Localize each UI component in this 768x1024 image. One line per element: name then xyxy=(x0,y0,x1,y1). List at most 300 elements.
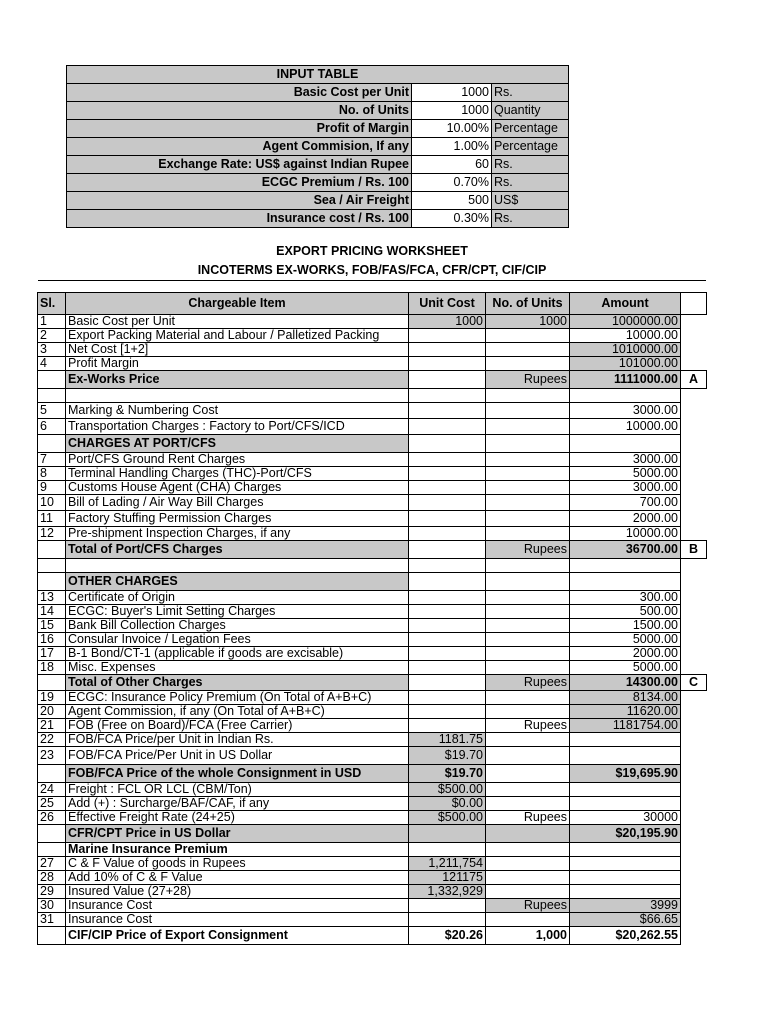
unit-cost-cell xyxy=(409,705,486,719)
item-cell: ECGC: Insurance Policy Premium (On Total of A+B+C) xyxy=(66,691,409,705)
units-cell xyxy=(486,495,570,511)
amount-cell: 1111000.00 xyxy=(570,371,681,389)
mark-cell xyxy=(681,329,707,343)
amount-cell: 1000000.00 xyxy=(570,315,681,329)
mark-cell xyxy=(681,389,707,403)
worksheet-row xyxy=(38,733,707,747)
sl-cell: 4 xyxy=(38,357,66,371)
sl-cell xyxy=(38,541,66,559)
worksheet-row xyxy=(38,811,707,825)
sl-cell: 13 xyxy=(38,591,66,605)
amount-cell: 500.00 xyxy=(570,605,681,619)
worksheet-row xyxy=(38,481,707,495)
sl-cell: 16 xyxy=(38,633,66,647)
sl-cell: 20 xyxy=(38,705,66,719)
unit-cost-cell xyxy=(409,403,486,419)
input-label: Agent Commision, If any xyxy=(67,138,412,156)
units-cell xyxy=(486,453,570,467)
units-cell xyxy=(486,661,570,675)
item-cell xyxy=(66,559,409,573)
mark-cell: C xyxy=(681,675,707,691)
unit-cost-cell xyxy=(409,495,486,511)
unit-cost-cell: $500.00 xyxy=(409,811,486,825)
input-label: Sea / Air Freight xyxy=(67,192,412,210)
units-cell xyxy=(486,573,570,591)
item-cell: CHARGES AT PORT/CFS xyxy=(66,435,409,453)
item-cell: OTHER CHARGES xyxy=(66,573,409,591)
worksheet-body xyxy=(38,315,707,945)
worksheet-row xyxy=(38,691,707,705)
worksheet-row xyxy=(38,899,707,913)
sl-cell: 7 xyxy=(38,453,66,467)
item-cell: Insurance Cost xyxy=(66,913,409,927)
units-cell xyxy=(486,419,570,435)
mark-cell xyxy=(681,871,707,885)
divider xyxy=(38,280,706,281)
units-cell xyxy=(486,559,570,573)
sl-cell xyxy=(38,389,66,403)
amount-cell xyxy=(570,871,681,885)
worksheet-row xyxy=(38,573,707,591)
unit-cost-cell xyxy=(409,419,486,435)
amount-cell: 300.00 xyxy=(570,591,681,605)
amount-cell: 14300.00 xyxy=(570,675,681,691)
mark-cell xyxy=(681,811,707,825)
amount-cell: 30000 xyxy=(570,811,681,825)
units-cell xyxy=(486,885,570,899)
amount-cell xyxy=(570,435,681,453)
worksheet-row xyxy=(38,647,707,661)
mark-cell xyxy=(681,511,707,527)
mark-cell xyxy=(681,843,707,857)
worksheet-row xyxy=(38,389,707,403)
input-unit: Rs. xyxy=(492,210,569,228)
sl-cell: 8 xyxy=(38,467,66,481)
input-unit: Rs. xyxy=(492,174,569,192)
amount-cell xyxy=(570,857,681,871)
units-cell: 1,000 xyxy=(486,927,570,945)
worksheet-row xyxy=(38,329,707,343)
worksheet-row xyxy=(38,765,707,783)
mark-cell: B xyxy=(681,541,707,559)
worksheet-row xyxy=(38,435,707,453)
sl-cell: 12 xyxy=(38,527,66,541)
sl-cell: 5 xyxy=(38,403,66,419)
input-table-title: INPUT TABLE xyxy=(67,66,569,84)
header-amount: Amount xyxy=(570,293,681,315)
worksheet-row xyxy=(38,825,707,843)
worksheet-row xyxy=(38,591,707,605)
unit-cost-cell xyxy=(409,661,486,675)
unit-cost-cell xyxy=(409,619,486,633)
worksheet-row xyxy=(38,913,707,927)
amount-cell: 10000.00 xyxy=(570,527,681,541)
amount-cell: 1010000.00 xyxy=(570,343,681,357)
worksheet-row xyxy=(38,675,707,691)
mark-cell xyxy=(681,527,707,541)
unit-cost-cell xyxy=(409,389,486,403)
item-cell: Factory Stuffing Permission Charges xyxy=(66,511,409,527)
input-row xyxy=(67,84,569,102)
item-cell: Freight : FCL OR LCL (CBM/Ton) xyxy=(66,783,409,797)
item-cell: Ex-Works Price xyxy=(66,371,409,389)
mark-cell xyxy=(681,783,707,797)
sl-cell: 2 xyxy=(38,329,66,343)
item-cell: Pre-shipment Inspection Charges, if any xyxy=(66,527,409,541)
sl-cell: 24 xyxy=(38,783,66,797)
units-cell: Rupees xyxy=(486,719,570,733)
mark-cell xyxy=(681,343,707,357)
input-table xyxy=(66,65,569,228)
amount-cell xyxy=(570,389,681,403)
unit-cost-cell: 1181.75 xyxy=(409,733,486,747)
mark-cell xyxy=(681,719,707,733)
unit-cost-cell xyxy=(409,467,486,481)
worksheet-row xyxy=(38,661,707,675)
input-value: 0.70% xyxy=(412,174,492,192)
mark-cell xyxy=(681,705,707,719)
units-cell xyxy=(486,733,570,747)
amount-cell: 5000.00 xyxy=(570,467,681,481)
amount-cell: 8134.00 xyxy=(570,691,681,705)
mark-cell xyxy=(681,899,707,913)
worksheet-row xyxy=(38,419,707,435)
unit-cost-cell xyxy=(409,343,486,357)
worksheet-row xyxy=(38,527,707,541)
units-cell xyxy=(486,591,570,605)
sl-cell: 10 xyxy=(38,495,66,511)
item-cell: Port/CFS Ground Rent Charges xyxy=(66,453,409,467)
sl-cell: 11 xyxy=(38,511,66,527)
amount-cell: 5000.00 xyxy=(570,633,681,647)
item-cell: Agent Commission, if any (On Total of A+B+C) xyxy=(66,705,409,719)
units-cell xyxy=(486,435,570,453)
unit-cost-cell xyxy=(409,435,486,453)
amount-cell: 3000.00 xyxy=(570,453,681,467)
unit-cost-cell xyxy=(409,371,486,389)
input-value: 500 xyxy=(412,192,492,210)
item-cell: Effective Freight Rate (24+25) xyxy=(66,811,409,825)
worksheet-row xyxy=(38,495,707,511)
item-cell: Misc. Expenses xyxy=(66,661,409,675)
input-value: 60 xyxy=(412,156,492,174)
units-cell xyxy=(486,857,570,871)
item-cell: Total of Other Charges xyxy=(66,675,409,691)
mark-cell: A xyxy=(681,371,707,389)
input-value: 10.00% xyxy=(412,120,492,138)
worksheet-header-row xyxy=(38,293,707,315)
item-cell: C & F Value of goods in Rupees xyxy=(66,857,409,871)
worksheet-row xyxy=(38,605,707,619)
unit-cost-cell xyxy=(409,843,486,857)
item-cell: Terminal Handling Charges (THC)-Port/CFS xyxy=(66,467,409,481)
item-cell: Bill of Lading / Air Way Bill Charges xyxy=(66,495,409,511)
item-cell: Marine Insurance Premium xyxy=(66,843,409,857)
mark-cell xyxy=(681,357,707,371)
input-table-body xyxy=(67,84,569,228)
input-row xyxy=(67,102,569,120)
amount-cell: 5000.00 xyxy=(570,661,681,675)
input-label: Exchange Rate: US$ against Indian Rupee xyxy=(67,156,412,174)
amount-cell xyxy=(570,885,681,899)
mark-cell xyxy=(681,733,707,747)
item-cell: Total of Port/CFS Charges xyxy=(66,541,409,559)
unit-cost-cell xyxy=(409,691,486,705)
item-cell: Profit Margin xyxy=(66,357,409,371)
sl-cell: 9 xyxy=(38,481,66,495)
amount-cell: 3999 xyxy=(570,899,681,913)
item-cell: Marking & Numbering Cost xyxy=(66,403,409,419)
units-cell xyxy=(486,705,570,719)
mark-cell xyxy=(681,559,707,573)
unit-cost-cell: $20.26 xyxy=(409,927,486,945)
unit-cost-cell xyxy=(409,541,486,559)
units-cell: Rupees xyxy=(486,541,570,559)
mark-cell xyxy=(681,403,707,419)
units-cell xyxy=(486,797,570,811)
input-unit: US$ xyxy=(492,192,569,210)
amount-cell: 2000.00 xyxy=(570,647,681,661)
mark-cell xyxy=(681,419,707,435)
header-no-of-units: No. of Units xyxy=(486,293,570,315)
sl-cell: 6 xyxy=(38,419,66,435)
amount-cell: 101000.00 xyxy=(570,357,681,371)
mark-cell xyxy=(681,605,707,619)
mark-cell xyxy=(681,633,707,647)
units-cell xyxy=(486,747,570,765)
unit-cost-cell xyxy=(409,481,486,495)
sl-cell: 27 xyxy=(38,857,66,871)
input-value: 1.00% xyxy=(412,138,492,156)
item-cell: Certificate of Origin xyxy=(66,591,409,605)
amount-cell xyxy=(570,573,681,591)
sl-cell xyxy=(38,927,66,945)
input-row xyxy=(67,120,569,138)
amount-cell: 36700.00 xyxy=(570,541,681,559)
units-cell xyxy=(486,783,570,797)
mark-cell xyxy=(681,435,707,453)
input-row xyxy=(67,192,569,210)
units-cell: Rupees xyxy=(486,811,570,825)
item-cell: Add (+) : Surcharge/BAF/CAF, if any xyxy=(66,797,409,811)
sl-cell: 22 xyxy=(38,733,66,747)
sl-cell: 1 xyxy=(38,315,66,329)
mark-cell xyxy=(681,467,707,481)
units-cell xyxy=(486,481,570,495)
sl-cell: 29 xyxy=(38,885,66,899)
unit-cost-cell xyxy=(409,559,486,573)
unit-cost-cell xyxy=(409,913,486,927)
input-row xyxy=(67,138,569,156)
unit-cost-cell xyxy=(409,357,486,371)
units-cell xyxy=(486,605,570,619)
mark-cell xyxy=(681,315,707,329)
header-sl: Sl. xyxy=(38,293,66,315)
worksheet-row xyxy=(38,619,707,633)
amount-cell xyxy=(570,733,681,747)
worksheet-row xyxy=(38,357,707,371)
mark-cell xyxy=(681,691,707,705)
mark-cell xyxy=(681,647,707,661)
units-cell xyxy=(486,913,570,927)
item-cell: Net Cost [1+2] xyxy=(66,343,409,357)
sl-cell xyxy=(38,765,66,783)
sl-cell xyxy=(38,675,66,691)
worksheet-row xyxy=(38,783,707,797)
unit-cost-cell: $500.00 xyxy=(409,783,486,797)
sl-cell: 19 xyxy=(38,691,66,705)
item-cell: Customs House Agent (CHA) Charges xyxy=(66,481,409,495)
input-table-title-row xyxy=(67,66,569,84)
item-cell: ECGC: Buyer's Limit Setting Charges xyxy=(66,605,409,619)
units-cell xyxy=(486,825,570,843)
worksheet-row xyxy=(38,315,707,329)
worksheet-row xyxy=(38,857,707,871)
input-label: Basic Cost per Unit xyxy=(67,84,412,102)
item-cell: Transportation Charges : Factory to Port/CFS/ICD xyxy=(66,419,409,435)
sl-cell: 14 xyxy=(38,605,66,619)
mark-cell xyxy=(681,453,707,467)
amount-cell: $66.65 xyxy=(570,913,681,927)
units-cell xyxy=(486,527,570,541)
mark-cell xyxy=(681,765,707,783)
unit-cost-cell xyxy=(409,453,486,467)
sl-cell: 21 xyxy=(38,719,66,733)
item-cell: Insurance Cost xyxy=(66,899,409,913)
worksheet-row xyxy=(38,403,707,419)
sl-cell: 25 xyxy=(38,797,66,811)
worksheet-row xyxy=(38,747,707,765)
worksheet-row xyxy=(38,927,707,945)
units-cell xyxy=(486,343,570,357)
units-cell xyxy=(486,765,570,783)
sl-cell xyxy=(38,435,66,453)
amount-cell xyxy=(570,843,681,857)
units-cell: 1000 xyxy=(486,315,570,329)
input-row xyxy=(67,210,569,228)
sl-cell: 30 xyxy=(38,899,66,913)
sl-cell: 23 xyxy=(38,747,66,765)
item-cell: CFR/CPT Price in US Dollar xyxy=(66,825,409,843)
units-cell xyxy=(486,619,570,633)
header-mark xyxy=(681,293,707,315)
amount-cell: 1500.00 xyxy=(570,619,681,633)
units-cell xyxy=(486,329,570,343)
header-unit-cost: Unit Cost xyxy=(409,293,486,315)
input-label: No. of Units xyxy=(67,102,412,120)
mark-cell xyxy=(681,797,707,811)
unit-cost-cell: $19.70 xyxy=(409,765,486,783)
units-cell xyxy=(486,871,570,885)
unit-cost-cell: 1000 xyxy=(409,315,486,329)
input-unit: Percentage xyxy=(492,120,569,138)
input-unit: Quantity xyxy=(492,102,569,120)
worksheet-row xyxy=(38,371,707,389)
unit-cost-cell xyxy=(409,633,486,647)
input-label: Insurance cost / Rs. 100 xyxy=(67,210,412,228)
item-cell: Basic Cost per Unit xyxy=(66,315,409,329)
mark-cell xyxy=(681,591,707,605)
mark-cell xyxy=(681,913,707,927)
item-cell: FOB/FCA Price/per Unit in Indian Rs. xyxy=(66,733,409,747)
units-cell: Rupees xyxy=(486,899,570,913)
units-cell xyxy=(486,403,570,419)
item-cell: FOB (Free on Board)/FCA (Free Carrier) xyxy=(66,719,409,733)
amount-cell xyxy=(570,559,681,573)
item-cell xyxy=(66,389,409,403)
amount-cell xyxy=(570,747,681,765)
sl-cell: 15 xyxy=(38,619,66,633)
unit-cost-cell xyxy=(409,825,486,843)
sl-cell xyxy=(38,843,66,857)
mark-cell xyxy=(681,857,707,871)
sl-cell: 31 xyxy=(38,913,66,927)
input-unit: Percentage xyxy=(492,138,569,156)
item-cell: CIF/CIP Price of Export Consignment xyxy=(66,927,409,945)
input-value: 0.30% xyxy=(412,210,492,228)
sl-cell xyxy=(38,825,66,843)
item-cell: FOB/FCA Price of the whole Consignment in USD xyxy=(66,765,409,783)
sl-cell: 26 xyxy=(38,811,66,825)
sl-cell: 17 xyxy=(38,647,66,661)
header-chargeable-item: Chargeable Item xyxy=(66,293,409,315)
units-cell xyxy=(486,647,570,661)
worksheet-row xyxy=(38,343,707,357)
worksheet-row xyxy=(38,467,707,481)
units-cell xyxy=(486,843,570,857)
worksheet-title: EXPORT PRICING WORKSHEET xyxy=(276,244,468,258)
sl-cell xyxy=(38,559,66,573)
unit-cost-cell: 121175 xyxy=(409,871,486,885)
units-cell xyxy=(486,467,570,481)
sl-cell: 28 xyxy=(38,871,66,885)
units-cell xyxy=(486,691,570,705)
unit-cost-cell xyxy=(409,329,486,343)
item-cell: Bank Bill Collection Charges xyxy=(66,619,409,633)
item-cell: Insured Value (27+28) xyxy=(66,885,409,899)
worksheet-row xyxy=(38,453,707,467)
unit-cost-cell: 1,332,929 xyxy=(409,885,486,899)
mark-cell xyxy=(681,661,707,675)
worksheet-row xyxy=(38,885,707,899)
unit-cost-cell: $19.70 xyxy=(409,747,486,765)
worksheet-row xyxy=(38,719,707,733)
amount-cell: $20,262.55 xyxy=(570,927,681,945)
amount-cell xyxy=(570,797,681,811)
worksheet-row xyxy=(38,633,707,647)
worksheet-row xyxy=(38,843,707,857)
sl-cell: 18 xyxy=(38,661,66,675)
unit-cost-cell xyxy=(409,573,486,591)
sl-cell xyxy=(38,371,66,389)
amount-cell: 3000.00 xyxy=(570,481,681,495)
units-cell xyxy=(486,357,570,371)
unit-cost-cell xyxy=(409,591,486,605)
worksheet-row xyxy=(38,797,707,811)
mark-cell xyxy=(681,481,707,495)
unit-cost-cell: $0.00 xyxy=(409,797,486,811)
amount-cell xyxy=(570,783,681,797)
unit-cost-cell xyxy=(409,719,486,733)
item-cell: Add 10% of C & F Value xyxy=(66,871,409,885)
unit-cost-cell xyxy=(409,675,486,691)
item-cell: FOB/FCA Price/Per Unit in US Dollar xyxy=(66,747,409,765)
unit-cost-cell xyxy=(409,511,486,527)
item-cell: B-1 Bond/CT-1 (applicable if goods are excisable) xyxy=(66,647,409,661)
worksheet-row xyxy=(38,541,707,559)
item-cell: Export Packing Material and Labour / Palletized Packing xyxy=(66,329,409,343)
amount-cell: 700.00 xyxy=(570,495,681,511)
